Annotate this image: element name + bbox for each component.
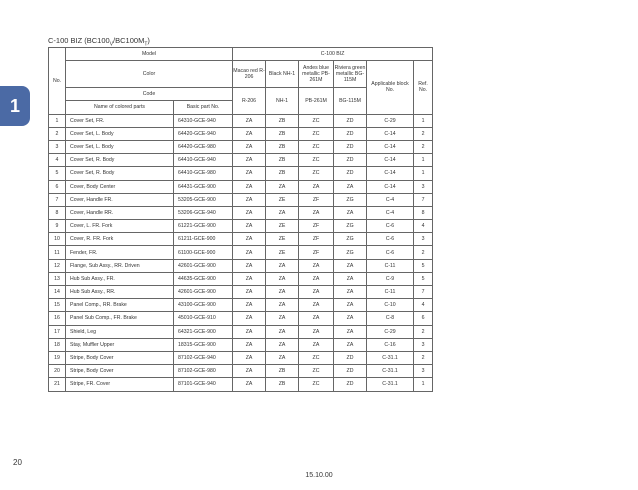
color-code-4: ZD [334,351,367,364]
table-row [49,312,433,325]
basic-part-no: 87101-GCE-940 [174,378,233,391]
color-code-3: ZC [299,351,334,364]
table-row [49,154,433,167]
color-code-4: ZG [334,233,367,246]
color-code-2: ZA [266,299,299,312]
color-code-2: ZE [266,193,299,206]
basic-part-no: 64410-GCE-940 [174,154,233,167]
ref-no: 1 [414,167,433,180]
color-code-3: ZA [299,338,334,351]
part-name: Cover Set, L. Body [66,140,174,153]
color-code-4: ZA [334,180,367,193]
color-code-1: ZA [233,206,266,219]
table-row [49,220,433,233]
color-code-2: ZE [266,246,299,259]
part-name: Cover, Handle FR. [66,193,174,206]
ref-no: 3 [414,180,433,193]
color-code-1: ZA [233,365,266,378]
applicable-block-no: C-14 [367,180,414,193]
color-code-3: ZC [299,378,334,391]
color-code-3: ZC [299,365,334,378]
row-no: 15 [49,299,66,312]
color-code-4: ZD [334,365,367,378]
table-row [49,378,433,391]
row-no: 7 [49,193,66,206]
color-code-1: ZA [233,193,266,206]
color-code-3: ZC [299,114,334,127]
basic-part-no: 64420-GCE-980 [174,140,233,153]
row-no: 6 [49,180,66,193]
applicable-block-no: C-31.1 [367,365,414,378]
basic-part-no: 87102-GCE-940 [174,351,233,364]
ref-no: 3 [414,338,433,351]
part-name: Fender, FR. [66,246,174,259]
row-no: 20 [49,365,66,378]
header-color-3: Andes blue metallic PB-261M [299,61,334,88]
color-code-2: ZA [266,180,299,193]
row-no: 16 [49,312,66,325]
applicable-block-no: C-4 [367,193,414,206]
color-code-1: ZA [233,378,266,391]
color-code-2: ZA [266,312,299,325]
header-color-2: Black NH-1 [266,61,299,88]
row-no: 1 [49,114,66,127]
part-name: Stripe, FR. Cover [66,378,174,391]
color-code-2: ZE [266,233,299,246]
header-model-name: C-100 BIZ [233,48,433,61]
basic-part-no: 64321-GCE-900 [174,325,233,338]
color-code-1: ZA [233,286,266,299]
table-row [49,365,433,378]
header-code-4: BG-115M [334,88,367,114]
color-code-3: ZC [299,127,334,140]
color-code-1: ZA [233,259,266,272]
header-code: Code [66,88,233,101]
color-code-3: ZF [299,246,334,259]
table-row [49,338,433,351]
color-code-4: ZD [334,378,367,391]
basic-part-no: 53206-GCE-940 [174,206,233,219]
applicable-block-no: C-11 [367,259,414,272]
table-row [49,114,433,127]
applicable-block-no: C-29 [367,114,414,127]
applicable-block-no: C-14 [367,140,414,153]
ref-no: 5 [414,272,433,285]
color-code-1: ZA [233,167,266,180]
row-no: 8 [49,206,66,219]
color-code-1: ZA [233,351,266,364]
color-code-2: ZA [266,325,299,338]
row-no: 11 [49,246,66,259]
part-name: Cover, Handle RR. [66,206,174,219]
ref-no: 8 [414,206,433,219]
color-code-4: ZD [334,167,367,180]
row-no: 18 [49,338,66,351]
color-code-2: ZB [266,127,299,140]
page-title: C-100 BIZ $(BC100_V/BC100M_T)$ [48,36,150,48]
row-no: 21 [49,378,66,391]
color-code-1: ZA [233,325,266,338]
color-code-1: ZA [233,338,266,351]
basic-part-no: 64410-GCE-980 [174,167,233,180]
row-no: 2 [49,127,66,140]
ref-no: 2 [414,351,433,364]
color-code-3: ZF [299,233,334,246]
table-row [49,180,433,193]
ref-no: 4 [414,220,433,233]
header-model: Model [66,48,233,61]
header-applicable-block: Applicable block No. [367,61,414,114]
ref-no: 2 [414,127,433,140]
color-code-2: ZA [266,259,299,272]
ref-no: 5 [414,259,433,272]
applicable-block-no: C-11 [367,286,414,299]
basic-part-no: 64310-GCE-940 [174,114,233,127]
part-name: Cover, Body Center [66,180,174,193]
colored-parts-table [48,47,433,392]
part-name: Cover Set, FR. [66,114,174,127]
color-code-3: ZF [299,193,334,206]
ref-no: 3 [414,365,433,378]
ref-no: 1 [414,114,433,127]
color-code-1: ZA [233,180,266,193]
header-color: Color [66,61,233,88]
part-name: Hub Sub Assy., FR. [66,272,174,285]
applicable-block-no: C-9 [367,272,414,285]
table-row [49,233,433,246]
table-row [49,299,433,312]
color-code-2: ZA [266,286,299,299]
ref-no: 3 [414,233,433,246]
color-code-2: ZE [266,220,299,233]
applicable-block-no: C-31.1 [367,351,414,364]
part-name: Flange, Sub Assy., RR. Driven [66,259,174,272]
color-code-2: ZA [266,206,299,219]
table-row [49,351,433,364]
color-code-1: ZA [233,114,266,127]
header-code-3: PB-261M [299,88,334,114]
applicable-block-no: C-14 [367,167,414,180]
table-row [49,127,433,140]
ref-no: 6 [414,312,433,325]
part-name: Stay, Muffler Upper [66,338,174,351]
applicable-block-no: C-16 [367,338,414,351]
basic-part-no: 61211-GCE-900 [174,233,233,246]
applicable-block-no: C-31.1 [367,378,414,391]
color-code-3: ZA [299,286,334,299]
applicable-block-no: C-4 [367,206,414,219]
part-name: Cover, L. FR. Fork [66,220,174,233]
header-name: Name of colored parts [66,101,174,114]
color-code-2: ZA [266,272,299,285]
color-code-4: ZD [334,127,367,140]
color-code-1: ZA [233,272,266,285]
part-name: Stripe, Body Cover [66,365,174,378]
basic-part-no: 42601-GCE-900 [174,286,233,299]
basic-part-no: 64420-GCE-940 [174,127,233,140]
part-name: Cover Set, R. Body [66,154,174,167]
basic-part-no: 42601-GCE-900 [174,259,233,272]
color-code-4: ZA [334,286,367,299]
row-no: 9 [49,220,66,233]
table-row [49,325,433,338]
basic-part-no: 44635-GCE-900 [174,272,233,285]
color-code-2: ZB [266,154,299,167]
row-no: 17 [49,325,66,338]
color-code-3: ZA [299,180,334,193]
color-code-1: ZA [233,233,266,246]
color-code-2: ZB [266,378,299,391]
row-no: 19 [49,351,66,364]
color-code-1: ZA [233,299,266,312]
header-code-1: R-206 [233,88,266,114]
table-row [49,272,433,285]
applicable-block-no: C-10 [367,299,414,312]
color-code-1: ZA [233,127,266,140]
color-code-3: ZA [299,312,334,325]
table-row [49,167,433,180]
applicable-block-no: C-6 [367,233,414,246]
part-name: Hub Sub Assy., RR. [66,286,174,299]
color-code-1: ZA [233,140,266,153]
basic-part-no: 61221-GCE-900 [174,220,233,233]
color-code-4: ZA [334,272,367,285]
color-code-2: ZA [266,351,299,364]
header-code-2: NH-1 [266,88,299,114]
color-code-4: ZD [334,114,367,127]
page-number: 20 [13,458,22,467]
color-code-2: ZB [266,365,299,378]
color-code-4: ZG [334,246,367,259]
color-code-3: ZA [299,325,334,338]
ref-no: 1 [414,154,433,167]
table-row [49,246,433,259]
header-ref-no: Ref. No. [414,61,433,114]
applicable-block-no: C-8 [367,312,414,325]
basic-part-no: 18315-GCE-900 [174,338,233,351]
header-color-1: Macao red R-206 [233,61,266,88]
row-no: 14 [49,286,66,299]
table-row [49,193,433,206]
row-no: 3 [49,140,66,153]
basic-part-no: 61100-GCE-900 [174,246,233,259]
color-code-3: ZA [299,259,334,272]
applicable-block-no: C-6 [367,246,414,259]
color-code-2: ZB [266,114,299,127]
row-no: 5 [49,167,66,180]
part-name: Panel Comp., RR. Brake [66,299,174,312]
part-name: Cover Set, R. Body [66,167,174,180]
color-code-3: ZC [299,140,334,153]
ref-no: 4 [414,299,433,312]
color-code-1: ZA [233,312,266,325]
ref-no: 2 [414,246,433,259]
table-row [49,140,433,153]
header-color-4: Riviera green metallic BG-115M [334,61,367,88]
color-code-1: ZA [233,220,266,233]
color-code-3: ZC [299,154,334,167]
color-code-2: ZB [266,140,299,153]
color-code-4: ZA [334,325,367,338]
section-tab-number: 1 [9,95,20,116]
color-code-3: ZA [299,272,334,285]
basic-part-no: 53205-GCE-900 [174,193,233,206]
applicable-block-no: C-14 [367,127,414,140]
color-code-4: ZD [334,140,367,153]
ref-no: 1 [414,378,433,391]
color-code-4: ZD [334,154,367,167]
color-code-3: ZC [299,167,334,180]
row-no: 13 [49,272,66,285]
color-code-4: ZA [334,338,367,351]
color-code-4: ZA [334,259,367,272]
table-row [49,259,433,272]
row-no: 4 [49,154,66,167]
color-code-3: ZA [299,299,334,312]
table-row [49,206,433,219]
color-code-4: ZA [334,312,367,325]
ref-no: 7 [414,286,433,299]
footer-date: 15.10.00 [305,472,333,479]
color-code-4: ZA [334,299,367,312]
ref-no: 2 [414,325,433,338]
table-row [49,286,433,299]
header-no: No. [49,48,66,115]
part-name: Panel Sub Comp., FR. Brake [66,312,174,325]
color-code-3: ZF [299,220,334,233]
color-code-2: ZA [266,338,299,351]
color-code-3: ZA [299,206,334,219]
part-name: Cover, R. FR. Fork [66,233,174,246]
applicable-block-no: C-14 [367,154,414,167]
color-code-1: ZA [233,246,266,259]
part-name: Shield, Leg [66,325,174,338]
row-no: 10 [49,233,66,246]
basic-part-no: 45010-GCE-910 [174,312,233,325]
header-basic-part-no: Basic part No. [174,101,233,114]
basic-part-no: 43100-GCE-900 [174,299,233,312]
applicable-block-no: C-6 [367,220,414,233]
color-code-4: ZG [334,193,367,206]
basic-part-no: 64431-GCE-900 [174,180,233,193]
row-no: 12 [49,259,66,272]
color-code-4: ZG [334,220,367,233]
basic-part-no: 87102-GCE-980 [174,365,233,378]
part-name: Stripe, Body Cover [66,351,174,364]
ref-no: 2 [414,140,433,153]
ref-no: 7 [414,193,433,206]
applicable-block-no: C-29 [367,325,414,338]
part-name: Cover Set, L. Body [66,127,174,140]
section-tab [0,86,30,126]
color-code-1: ZA [233,154,266,167]
color-code-2: ZB [266,167,299,180]
color-code-4: ZA [334,206,367,219]
